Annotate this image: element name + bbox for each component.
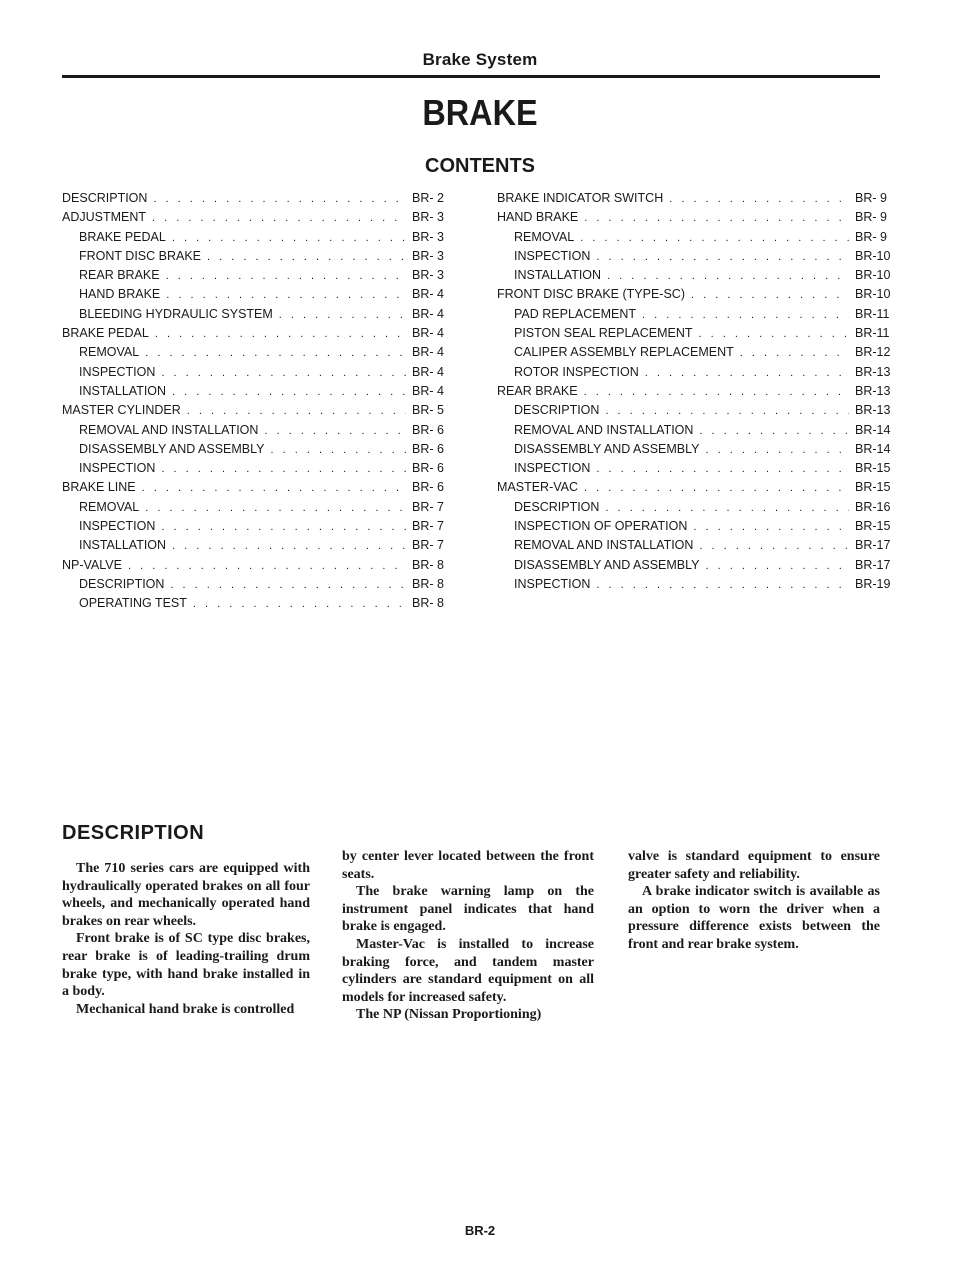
toc-entry-page: BR- 8 [412,596,444,611]
toc-entry [62,326,464,345]
toc-entry [497,326,907,345]
toc-entry-label: BRAKE PEDAL [62,326,149,341]
toc-entry-page: BR-13 [855,403,891,418]
toc-entry [62,500,464,519]
toc-leader-dots [207,251,406,263]
toc-entry [497,268,907,287]
toc-entry-page: BR-12 [855,345,891,360]
toc-leader-dots [161,521,406,533]
toc-entry-page: BR- 9 [855,210,887,225]
toc-entry-page: BR- 6 [412,480,444,495]
toc-entry-label: NP-VALVE [62,557,122,572]
toc-leader-dots [605,405,849,417]
toc-entry [62,442,464,461]
page-title: BRAKE [422,92,538,133]
toc-entry-label: INSPECTION [514,248,591,263]
toc-entry-label: HAND BRAKE [79,287,161,302]
toc-entry [497,480,907,499]
toc-leader-dots [166,289,406,301]
section-heading-description: DESCRIPTION [62,822,205,844]
toc-entry-page: BR-19 [855,576,891,591]
toc-leader-dots [172,386,406,398]
toc-entry-label: DISASSEMBLY AND ASSEMBLY [79,441,265,456]
contents-title: CONTENTS [425,155,535,177]
toc-entry-page: BR- 8 [412,557,444,572]
toc-leader-dots [128,560,406,572]
toc-entry [62,191,464,210]
page-number: BR-2 [464,1223,496,1238]
toc-entry-label: INSTALLATION [79,383,167,398]
toc-entry [497,365,907,384]
toc-entry [62,538,464,557]
toc-leader-dots [172,232,406,244]
toc-entry [497,577,907,596]
toc-leader-dots [142,482,406,494]
toc-entry-label: BRAKE INDICATOR SWITCH [497,191,664,205]
toc-leader-dots [172,540,406,552]
toc-entry-page: BR- 4 [412,383,444,398]
toc-entry-page: BR- 4 [412,345,444,360]
toc-entry-page: BR- 3 [412,268,444,283]
body-paragraph: Mechanical hand brake is controlled [76,1001,295,1017]
toc-entry-label: ADJUSTMENT [62,210,147,225]
toc-leader-dots [193,598,406,610]
toc-entry [62,210,464,229]
toc-entry-label: DESCRIPTION [514,403,600,418]
toc-entry-page: BR- 4 [412,306,444,321]
toc-leader-dots [187,405,406,417]
toc-entry-page: BR-14 [855,441,891,456]
body-column-2 [342,848,594,1024]
toc-entry-page: BR-11 [855,306,890,321]
toc-entry-label: DISASSEMBLY AND ASSEMBLY [514,441,700,456]
toc-entry-label: OPERATING TEST [79,596,187,611]
toc-leader-dots [170,579,406,591]
toc-entry-page: BR-16 [855,499,891,514]
toc-entry-page: BR- 9 [855,191,887,205]
toc-entry [62,480,464,499]
toc-entry-page: BR-13 [855,364,891,379]
toc-entry [62,403,464,422]
toc-entry-page: BR-17 [855,557,891,572]
body-paragraph: Master-Vac is installed to increase braking force, and tandem master cylinders are standard equipment on all models for increased safety. [342,936,594,1005]
toc-entry-label: DISASSEMBLY AND ASSEMBLY [514,557,700,572]
body-paragraph: The 710 series cars are equipped with hydraulically operated brakes on all four wheels, and mechanically operated hand brakes on rear wheels. [62,861,310,929]
toc-entry [62,287,464,306]
toc-entry-page: BR-10 [855,248,891,263]
toc-entry-page: BR-10 [855,268,891,283]
toc-entry-page: BR- 6 [412,461,444,476]
running-header: Brake System [422,50,538,69]
toc-entry [62,461,464,480]
toc-entry-label: REMOVAL AND INSTALLATION [514,422,694,437]
toc-leader-dots [691,289,849,301]
toc-entry-page: BR- 7 [412,519,444,534]
toc-entry [497,500,907,519]
toc-entry [62,249,464,268]
toc-leader-dots [740,347,849,359]
header-rule [62,75,880,78]
toc-leader-dots [152,212,406,224]
toc-entry-label: INSPECTION [514,576,591,591]
toc-entry [497,423,907,442]
toc-right-column [497,191,907,596]
toc-entry-label: REMOVAL [79,499,140,514]
toc-leader-dots [155,328,406,340]
toc-entry-label: ROTOR INSPECTION [514,364,639,379]
toc-entry-page: BR-13 [855,383,891,398]
toc-entry-page: BR- 3 [412,248,444,263]
toc-entry-label: REAR BRAKE [497,383,578,398]
toc-entry-label: FRONT DISC BRAKE [79,248,202,263]
toc-entry-label: REMOVAL [79,345,140,360]
toc-entry-page: BR-14 [855,422,891,437]
toc-entry [497,403,907,422]
toc-entry-label: REAR BRAKE [79,268,160,283]
toc-entry [497,519,907,538]
toc-leader-dots [596,251,849,263]
toc-entry [497,442,907,461]
body-paragraph: by center lever located between the front seats. [342,849,594,882]
toc-entry-label: INSPECTION [79,461,156,476]
toc-entry-label: INSPECTION OF OPERATION [514,519,688,534]
toc-leader-dots [706,560,850,572]
toc-leader-dots [669,193,849,205]
toc-entry [62,268,464,287]
toc-leader-dots [166,270,406,282]
toc-leader-dots [607,270,849,282]
toc-entry [497,210,907,229]
toc-leader-dots [584,482,849,494]
toc-entry-label: CALIPER ASSEMBLY REPLACEMENT [514,345,734,360]
toc-entry-page: BR- 7 [412,499,444,514]
toc-entry-page: BR- 2 [412,191,444,205]
body-column-3 [628,848,880,954]
toc-entry-page: BR-15 [855,519,891,534]
toc-entry-page: BR-15 [855,461,891,476]
body-paragraph: valve is standard equipment to ensure greater safety and reliability. [628,849,880,882]
toc-entry-label: MASTER CYLINDER [62,403,181,418]
toc-leader-dots [699,540,849,552]
toc-entry-page: BR- 4 [412,287,444,302]
toc-leader-dots [596,579,849,591]
toc-entry-page: BR- 8 [412,576,444,591]
toc-entry-page: BR-17 [855,538,891,553]
toc-entry [497,384,907,403]
toc-entry-page: BR-10 [855,287,891,302]
toc-entry [497,287,907,306]
toc-leader-dots [161,367,406,379]
toc-entry-label: BRAKE LINE [62,480,136,495]
toc-entry-label: REMOVAL AND INSTALLATION [514,538,694,553]
toc-entry-label: PISTON SEAL REPLACEMENT [514,326,693,341]
toc-entry-label: MASTER-VAC [497,480,579,495]
toc-entry-label: INSTALLATION [514,268,602,283]
toc-leader-dots [264,425,406,437]
toc-leader-dots [596,463,849,475]
toc-entry [497,345,907,364]
toc-leader-dots [279,309,406,321]
toc-entry-page: BR- 6 [412,422,444,437]
toc-leader-dots [706,444,850,456]
body-paragraph: The brake warning lamp on the instrument panel indicates that hand brake is engaged. [342,884,594,935]
toc-leader-dots [145,347,406,359]
toc-entry [497,307,907,326]
toc-entry-page: BR-15 [855,480,891,495]
toc-leader-dots [153,193,406,205]
toc-entry [62,384,464,403]
toc-entry-page: BR- 3 [412,210,444,225]
toc-entry-page: BR- 9 [855,229,887,244]
toc-entry-page: BR- 4 [412,326,444,341]
toc-entry-label: DESCRIPTION [514,499,600,514]
toc-entry-page: BR- 7 [412,538,444,553]
toc-entry-label: INSPECTION [79,519,156,534]
toc-entry-page: BR- 3 [412,229,444,244]
toc-entry-label: REMOVAL AND INSTALLATION [79,422,259,437]
toc-leader-dots [642,309,849,321]
toc-leader-dots [605,502,849,514]
toc-leader-dots [145,502,406,514]
toc-entry-label: INSTALLATION [79,538,167,553]
toc-leader-dots [580,232,849,244]
toc-entry [497,538,907,557]
toc-entry-page: BR-11 [855,326,890,341]
toc-entry [497,461,907,480]
toc-entry-label: HAND BRAKE [497,210,579,225]
toc-entry-page: BR- 4 [412,364,444,379]
body-paragraph: Front brake is of SC type disc brakes, rear brake is of leading-trailing drum brake type, with hand brake installed in a body. [62,931,310,1000]
toc-entry-label: INSPECTION [514,461,591,476]
toc-leader-dots [645,367,849,379]
toc-leader-dots [584,212,849,224]
toc-entry-label: FRONT DISC BRAKE (TYPE-SC) [497,287,685,302]
body-paragraph: The NP (Nissan Proportioning) [356,1007,542,1023]
toc-entry [62,519,464,538]
toc-entry-label: BRAKE PEDAL [79,229,166,244]
toc-left-column [62,191,464,616]
toc-entry [62,230,464,249]
body-column-1 [62,860,310,1018]
toc-entry [497,230,907,249]
toc-entry-label: INSPECTION [79,364,156,379]
toc-leader-dots [161,463,406,475]
toc-entry [497,249,907,268]
toc-leader-dots [271,444,407,456]
toc-entry-label: DESCRIPTION [62,191,148,205]
toc-entry [497,558,907,577]
toc-entry-label: DESCRIPTION [79,576,165,591]
toc-leader-dots [693,521,849,533]
toc-entry-label: PAD REPLACEMENT [514,306,637,321]
toc-entry [62,596,464,615]
toc-leader-dots [699,328,849,340]
body-paragraph: A brake indicator switch is available as an option to worn the driver when a pressure difference exists between the front and rear brake system. [628,884,880,952]
toc-entry [497,191,907,210]
toc-entry [62,577,464,596]
toc-entry [62,365,464,384]
toc-entry-label: BLEEDING HYDRAULIC SYSTEM [79,306,273,321]
toc-entry [62,423,464,442]
toc-entry-label: REMOVAL [514,229,575,244]
toc-entry [62,558,464,577]
toc-entry-page: BR- 5 [412,403,444,418]
toc-entry [62,345,464,364]
toc-leader-dots [584,386,849,398]
toc-leader-dots [699,425,849,437]
toc-entry [62,307,464,326]
toc-entry-page: BR- 6 [412,441,444,456]
